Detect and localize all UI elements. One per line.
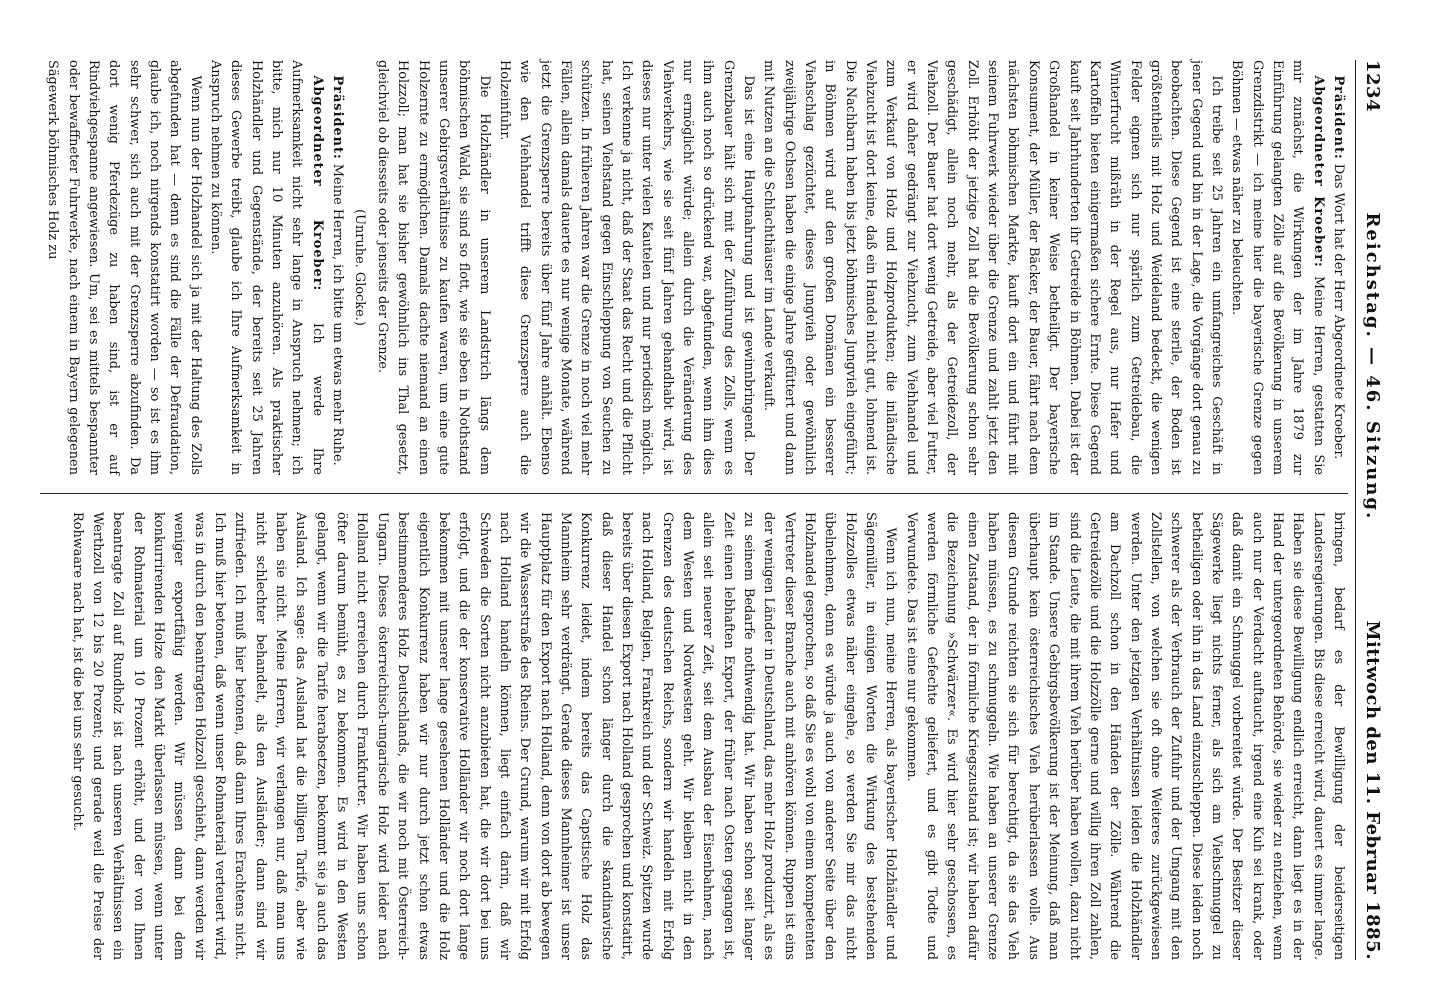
stage-direction: [349, 60, 369, 475]
page-header: [1360, 60, 1386, 960]
right-text-column: [66, 512, 1348, 960]
speaker-name: Abgeordneter Kroeber:: [1310, 75, 1326, 268]
paragraph-text: Ich treibe seit 25 Jahren ein umfangreiches Geschäft in jener Gegend und bin in der Lage, die Vorgänge dort genau zu beobachten. Diese Gegend ist eine sterile, der Boden ist größtentheils mit Holz und Weideland bedeckt, die wenigen Felder eignen sich nur spärlich zum Getreidebau, die Winterfrucht mißräth in der Regel aus, nur Hafer und Kartoffeln bieten einigermaßen sichere Ernte. Diese Gegend kauft seit Jahrhunderten ihr Getreide in Böhmen. Dabei ist der Großhandel in keiner Weise betheiligt. Der bayerische Konsument, der Müller, der Bäcker, der Bauer, fährt nach dem nächsten böhmischen Markte, kauft dort ein und führt mit seinem Fuhrwerk wieder über die Grenze und zahlt jetzt den Zoll. Erhöht der jetzige Zoll hat die Bevölkerung schon sehr geschädigt, allein noch mehr, als der Getreidezoll, der Viehzoll. Der Bauer hat dort wenig Getreide, aber viel Futter, er wird daher gedrängt zur Viehzucht, zum Viehhandel und zum Verkauf von Holz und Holzprodukten; die inländische Viehzucht ist dort keine, daß ein Handel nicht gut, lohnend ist. Die Nachbarn haben bis jetzt böhmisches Jungvieh eingeführt; in Böhmen wird auf den großen Domänen ein besserer Viehschlag gezüchtet, dieses Jungvieh oder gewöhnlich zweijährige Ochsen haben die einige Jahre gefüttert und dann mit Nutzen an die Schlachthäuser im Lande verkauft.: [761, 60, 1224, 475]
paragraph-text: bringen, bedarf es der Bewilligung der beiderseitigen Landesregierungen. Bis diese erreicht wird, dauert es immer lange. Haben sie diese Bewilligung endlich erreicht, dann liegt es in der Hand der untergeordneten Behörde, sie wieder zu entziehen, wenn auch nur der Verdacht auftaucht, irgend eine Kuh sei krank, oder daß damit ein Schmuggel vorbereitet würde. Der Besitzer dieser Sägewerke liegt nichts ferner, als sich am Viehschmuggel zu betheiligen oder ihn in das Land einzuschleppen. Diese leiden noch schwerer als der Verbrauch der Zufuhr und der Umgang mit den Zollstellen, von welchen sie oft ohne Weiteres zurückgewiesen werden. Unter den jetzigen Verhältnissen leiden die Holzhändler am Dachzoll schon in den Händen der Zölle. Während die Getreidezölle und die Holzzölle gerne und willig ihren Zoll zahlen, sind die Leute, die mit ihrem Vieh herüber haben wollen, dazu nicht im Stande. Unsere Gebirgsbevölkerung ist der Meinung, daß man überhaupt kein österreichisches Vieh herüberlassen wolle. Aus diesem Grunde reichten sie sich für berechtigt, da sie das Vieh haben müssen, es zu schmuggeln. Wie haben an unserer Grenze einen Zustand, der in förmliche Kriegszustand ist; wir haben dafür die Bezeichnung »Schwärzer«. Es wird hier sehr geschossen, es werden förmliche Gefechte geliefert, und es gibt Todte und Verwundete. Das ist eine nur gekommen.: [903, 512, 1346, 960]
paragraph: [327, 60, 347, 475]
paragraph: [66, 512, 900, 960]
paragraph-text: Meine Herren, gestatten Sie mir zunächst, die Wirkungen der im Jahre 1879 zur Einführung gelangten Zölle auf die Bevölkerung in unserem Grenzdistrikt — ich meine hier die bayerische Grenze gegen Böhmen — etwas näher zu beleuchten.: [1229, 60, 1326, 476]
page-number: 1234: [1362, 60, 1384, 113]
paragraph-text: Wenn ich nun, meine Herren, als bayerischer Holzhändler und Sägemüller, in einigen Worten die Wirkung des bestehenden Holzzolles etwas näher eingehe, so werden Sie mir das nicht übelnehmen, denn es würde ja auch von anderer Seite über den Holzhandel gesprochen, so daß Sie es wohl von einem kompetenten Vertreter dieser Branche auch mit anhören können. Ruppen ist eins der wenigen Länder in Deutschland, das mehr Holz produzirt, als es zu seinem Bedarfe nothwendig hat. Wir haben schon seit langer Zeit einen lebhaften Export, der früher nach Osten gegangen ist, allein seit neuerer Zeit, seit dem Ausbau der Eisenbahnen, nach dem Westen und Nordwesten geht. Wir bleiben nicht in den Grenzen des deutschen Reichs, sondern wir handeln mit Erfolg nach Holland, Belgien, Frankreich und der Schweiz. Spitzen wurde bereits über diesen Export nach Holland gesprochen und konstatirt, daß dieser Handel schon länger durch die skandinavische Konkurrenz leidet, indem bereits das Capstische Holz das Mannheim sehr verdrängt. Gerade dieses Mannheimer ist unser Hauptplatz für den Export nach Holland, denn von dort ab bewegen wir die Wasserstraße des Rheins. Der Grund, warum wir mit Erfolg nach Holland handeln können, liegt einfach darin, daß wir Schweden die Sorten nicht anzubieten hat, die wir dort bei uns erfolgt, und die der konservative Holländer wir noch dort lange bekommen mit unserer lange gesehenen Holländer und die Holz eigentlich Konkurrenz haben wir nur durch jetzt schon etwas bestimmenderes Holz Deutschlands, die wir noch mit Österreich-Ungarn. Dieses österreichisch-ungarische Holz wird leider nach Holland nicht erreichen durch Frankfurter. Wir haben uns schon öfter darum bemüht, es zu bekommen. Es wird in den Westen gelangt, wenn wir die Tarife herabsetzen, bekommt sie ja auch das Ausland. Ich sage: das Ausland hat die billigen Tarife, aber wie haben sie nicht. Meine Herren, wir verlangen nur, daß man uns nicht schlechter behandelt, als den Ausländer; dann sind wir zufrieden. Ich muß hier betonen, daß dann Ihres Erachtens nicht. Ich muß hier betonen, daß wenn unser Rohmaterial verteuert wird, was in durch den beantragten Holzzoll geschieht, dann werden wir weniger exportfähig werden. Wir müssen dann bei dem konkurrirenden Holze den Markt überlassen müssen, wenn unter der Rohmaterial um 10 Prozent erhöht, und der von Ihnen beantragte Zoll auf Rundholz ist nach unseren Verhältnissen ein Werthzoll von 12 bis 20 Prozent; und gerade weil die Preise der Rohwaare nach hat, ist die bei uns sehr gesucht.: [69, 512, 899, 960]
header-rule: [1355, 60, 1356, 960]
paragraph: [205, 60, 327, 475]
speaker-name: Abgeordneter Kroeber:: [309, 75, 325, 292]
paragraph-text: Das Wort hat der Herr Abgeordnete Kroeber.: [1331, 159, 1346, 460]
paragraph: [42, 60, 205, 475]
left-text-column: [42, 60, 1348, 475]
paragraph-text: Die Holzhändler in unserem Landstrich längs dem böhmischen Wald, sie sind so flott, wie sie eben in Nothstand unserer Gebirgsverhältnisse zu kaufen waren, um eine gute Holzernte zu ermöglichen. Damals dachte niemand an einen Holzzoll; man hat sie bisher gewöhnlich ins Thal gesetzt, gleichviel ob diesseits oder jenseits der Grenze.: [374, 60, 492, 475]
session-date: Mittwoch den 11. Februar 1885.: [1362, 620, 1384, 960]
paragraph-text: Meine Herren, ich bitte um etwas mehr Ruhe.: [330, 159, 346, 466]
paragraph-text: Wenn nun der Holzhandel sich ja mit der Haltung des Zolls abgefunden hat — denn es sind die Fälle der Defraudation, glaube ich, noch nirgends konstatirt worden — so ist es ihm sehr schwer, sich auch mit der Grenzsperre abzufinden. Da dort wenig Pferdezüge zu haben sind, ist er auf Rindviehgespanne angewiesen. Um, sei es mittels bespannter oder bewaffneter Fuhrwerke, nach einem in Bayern gelegenen Sägewerk böhmisches Holz zu: [45, 60, 203, 475]
paragraph-text: (Unruhe. Glocke.): [352, 209, 368, 326]
paragraph-text: Ich werde Ihre Aufmerksamkeit nicht sehr lange in Anspruch nehmen; ich bitte, mich nur 10 Minuten anzuhören. Als praktischer Holzhändler und Gegenstände, der bereits seit 25 Jahren dieses Gewerbe treibt, glaube ich Ihre Aufmerksamkeit in Anspruch nehmen zu können.: [208, 60, 325, 476]
speaker-name: Präsident:: [330, 75, 346, 160]
paragraph: [1328, 60, 1348, 475]
paragraph: [494, 60, 758, 475]
paragraph: [1226, 60, 1328, 475]
paragraph: [372, 60, 494, 475]
speaker-name: Präsident:: [1331, 75, 1346, 160]
paragraph-text: Das ist eine Hauptnahrung und ist gewinnbringend. Der Grenzbauer hält sich mit der Zuführung des Zolls, wenn es ihm auch noch so drückend war, abgefunden, wenn ihm dies nur ermöglicht würde; allein durch die Veränderung des Viehverkehrs, wie sie seit fünf Jahren gehandhabt wird, ist dieses nur unter vielen Kautelen und nur periodisch möglich. Ich verkenne ja nicht, daß der Staat das Recht und die Pflicht hat, seinen Viehstand gegen Einschleppung von Seuchen zu schützen. In früheren Jahren war die Grenze in noch viel mehr Fällen, allein damals dauerte es nur wenige Monate, während jetzt die Grenzsperre bereits über fünf Jahre anhält. Ebenso wie den Viehhandel trifft diese Grenzsperre auch die Holzeinfuhr.: [496, 60, 757, 475]
column-divider: [40, 493, 1348, 494]
paragraph: [900, 512, 1348, 960]
paragraph: [758, 60, 1226, 475]
session-title: Reichstag. — 46. Sitzung.: [1362, 212, 1384, 521]
